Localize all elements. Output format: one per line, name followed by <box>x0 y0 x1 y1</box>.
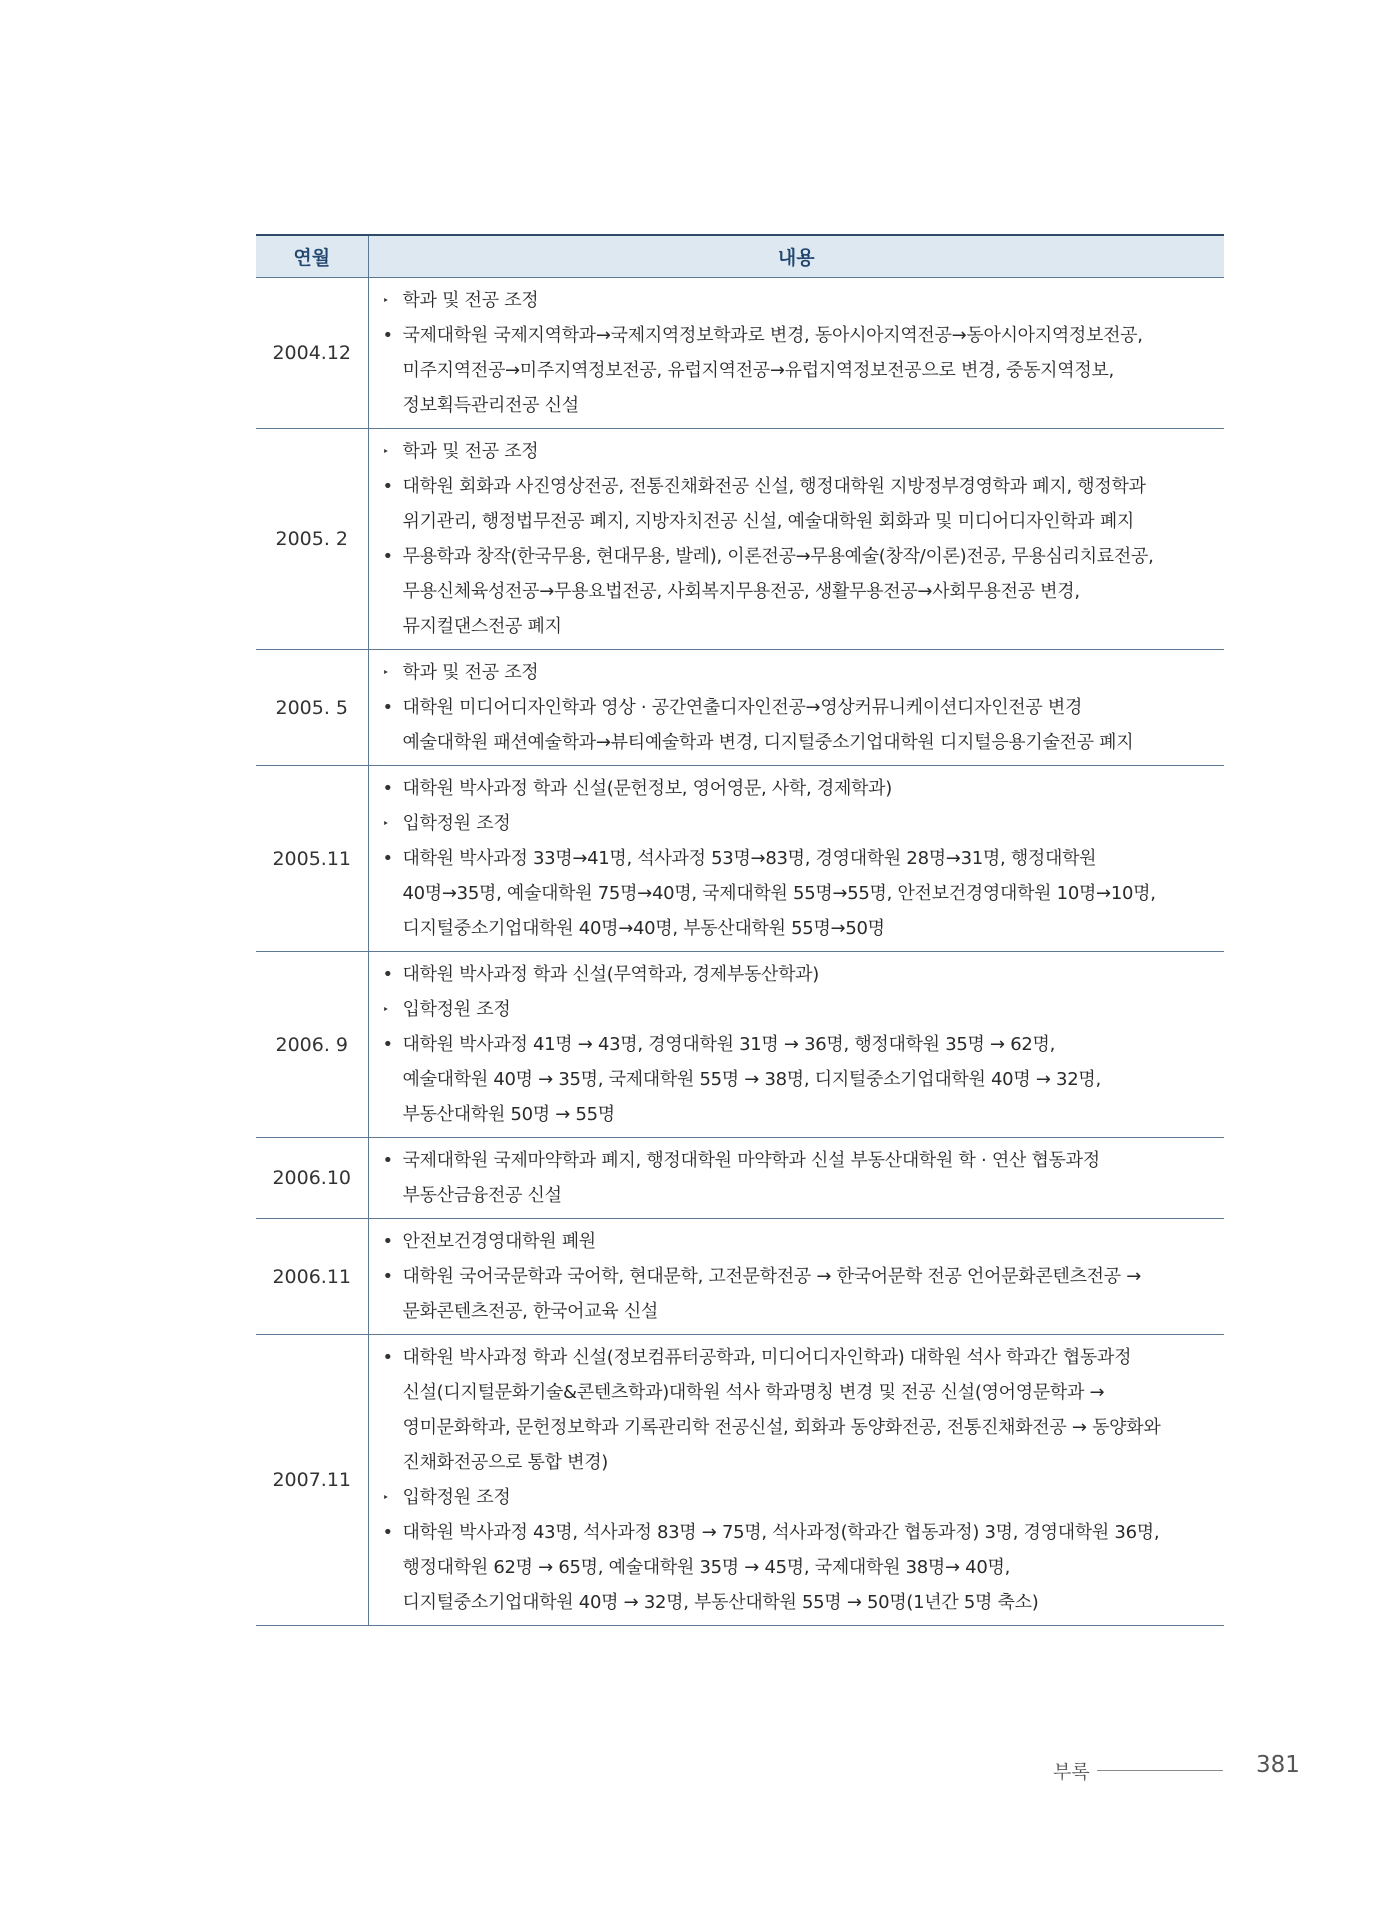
footer-section-label: 부록 <box>1053 1761 1090 1783</box>
dot-bullet-icon: • <box>382 325 393 346</box>
content-line <box>383 1097 1215 1132</box>
content-text: 대학원 박사과정 학과 신설(정보컴퓨터공학과, 미디어디자인학과) 대학원 석사 학과간 협동과정 <box>402 1347 1132 1368</box>
table-row <box>256 1219 1224 1335</box>
content-line <box>383 1550 1215 1585</box>
page-number: 381 <box>1256 1752 1300 1778</box>
content-text: 디지털중소기업대학원 40명→40명, 부동산대학원 55명→50명 <box>402 918 885 939</box>
content-line <box>383 1375 1215 1410</box>
content-line <box>383 806 1215 841</box>
triangle-bullet-icon: ‣ <box>382 445 389 458</box>
table-body <box>256 278 1224 1626</box>
dot-bullet-icon: • <box>382 476 393 497</box>
content-line <box>383 911 1215 946</box>
table-row <box>256 952 1224 1138</box>
content-text: 진채화전공으로 통합 변경) <box>402 1452 609 1473</box>
content-line <box>383 388 1215 423</box>
content-text: 국제대학원 국제마약학과 폐지, 행정대학원 마약학과 신설 부동산대학원 학 · 연산 협동과정 <box>402 1150 1100 1171</box>
row-content <box>368 766 1224 952</box>
content-text: 무용학과 창작(한국무용, 현대무용, 발레), 이론전공→무용예술(창작/이론)전공, 무용심리치료전공, <box>402 546 1154 567</box>
content-line <box>383 1294 1215 1329</box>
column-header-date: 연월 <box>256 235 368 278</box>
table-row <box>256 766 1224 952</box>
row-content <box>368 1335 1224 1626</box>
content-line <box>383 1585 1215 1620</box>
content-text: 부동산금융전공 신설 <box>402 1185 562 1206</box>
content-line <box>383 1143 1215 1178</box>
content-line <box>383 690 1215 725</box>
content-line <box>383 876 1215 911</box>
content-text: 안전보건경영대학원 폐원 <box>402 1231 596 1252</box>
content-line <box>383 574 1215 609</box>
content-line <box>383 957 1215 992</box>
row-content <box>368 1219 1224 1335</box>
content-text: 대학원 박사과정 학과 신설(문헌정보, 영어영문, 사학, 경제학과) <box>402 778 892 799</box>
dot-bullet-icon: • <box>382 848 393 869</box>
content-text: 국제대학원 국제지역학과→국제지역정보학과로 변경, 동아시아지역전공→동아시아지역정보전공, <box>402 325 1143 346</box>
content-text: 대학원 박사과정 43명, 석사과정 83명 → 75명, 석사과정(학과간 협동과정) 3명, 경영대학원 36명, <box>402 1522 1160 1543</box>
dot-bullet-icon: • <box>382 1347 393 1368</box>
table-row <box>256 650 1224 766</box>
content-line <box>383 1259 1215 1294</box>
content-text: 대학원 국어국문학과 국어학, 현대문학, 고전문학전공 → 한국어문학 전공 언어문화콘텐츠전공 → <box>402 1266 1142 1287</box>
content-line <box>383 771 1215 806</box>
row-date: 2006. 9 <box>256 952 368 1138</box>
column-header-content: 내용 <box>368 235 1224 278</box>
table-row <box>256 1335 1224 1626</box>
row-date: 2004.12 <box>256 278 368 429</box>
content-text: 대학원 미디어디자인학과 영상 · 공간연출디자인전공→영상커뮤니케이션디자인전공 변경 <box>402 697 1083 718</box>
dot-bullet-icon: • <box>382 1150 393 1171</box>
triangle-bullet-icon: ‣ <box>382 1491 389 1504</box>
content-text: 입학정원 조정 <box>402 999 511 1020</box>
content-line <box>383 1410 1215 1445</box>
content-text: 40명→35명, 예술대학원 75명→40명, 국제대학원 55명→55명, 안전보건경영대학원 10명→10명, <box>402 883 1156 904</box>
content-text: 학과 및 전공 조정 <box>402 290 539 311</box>
content-text: 예술대학원 40명 → 35명, 국제대학원 55명 → 38명, 디지털중소기업대학원 40명 → 32명, <box>402 1069 1101 1090</box>
dot-bullet-icon: • <box>382 546 393 567</box>
content-line <box>383 992 1215 1027</box>
content-text: 학과 및 전공 조정 <box>402 662 539 683</box>
content-text: 입학정원 조정 <box>402 1487 511 1508</box>
content-text: 대학원 박사과정 33명→41명, 석사과정 53명→83명, 경영대학원 28명→31명, 행정대학원 <box>402 848 1097 869</box>
content-text: 대학원 박사과정 학과 신설(무역학과, 경제부동산학과) <box>402 964 819 985</box>
content-line <box>383 841 1215 876</box>
content-line <box>383 725 1215 760</box>
dot-bullet-icon: • <box>382 1522 393 1543</box>
content-text: 디지털중소기업대학원 40명 → 32명, 부동산대학원 55명 → 50명(1년간 5명 축소) <box>402 1592 1039 1613</box>
content-line <box>383 609 1215 644</box>
row-content <box>368 952 1224 1138</box>
content-text: 뮤지컬댄스전공 폐지 <box>402 616 562 637</box>
content-line <box>383 469 1215 504</box>
dot-bullet-icon: • <box>382 1266 393 1287</box>
dot-bullet-icon: • <box>382 1034 393 1055</box>
dot-bullet-icon: • <box>382 964 393 985</box>
content-text: 신설(디지털문화기술&콘텐츠학과)대학원 석사 학과명칭 변경 및 전공 신설(영어영문학과 → <box>402 1382 1105 1403</box>
content-text: 미주지역전공→미주지역정보전공, 유럽지역전공→유럽지역정보전공으로 변경, 중동지역정보, <box>402 360 1114 381</box>
content-text: 부동산대학원 50명 → 55명 <box>402 1104 615 1125</box>
content-text: 예술대학원 패션예술학과→뷰티예술학과 변경, 디지털중소기업대학원 디지털응용기술전공 폐지 <box>402 732 1134 753</box>
row-date: 2005. 2 <box>256 429 368 650</box>
table-row <box>256 429 1224 650</box>
content-text: 행정대학원 62명 → 65명, 예술대학원 35명 → 45명, 국제대학원 38명→ 40명, <box>402 1557 1010 1578</box>
footer-divider <box>1097 1770 1223 1771</box>
content-text: 무용신체육성전공→무용요법전공, 사회복지무용전공, 생활무용전공→사회무용전공 변경, <box>402 581 1080 602</box>
dot-bullet-icon: • <box>382 1231 393 1252</box>
content-line <box>383 434 1215 469</box>
content-text: 영미문화학과, 문헌정보학과 기록관리학 전공신설, 회화과 동양화전공, 전통진채화전공 → 동양화와 <box>402 1417 1161 1438</box>
table-header-row <box>256 235 1224 278</box>
content-text: 문화콘텐츠전공, 한국어교육 신설 <box>402 1301 658 1322</box>
table-row <box>256 278 1224 429</box>
triangle-bullet-icon: ‣ <box>382 294 389 307</box>
triangle-bullet-icon: ‣ <box>382 1003 389 1016</box>
content-line <box>383 1480 1215 1515</box>
row-content <box>368 278 1224 429</box>
content-text: 대학원 박사과정 41명 → 43명, 경영대학원 31명 → 36명, 행정대학원 35명 → 62명, <box>402 1034 1056 1055</box>
content-line <box>383 318 1215 353</box>
content-line <box>383 1062 1215 1097</box>
table-row <box>256 1138 1224 1219</box>
content-line <box>383 539 1215 574</box>
content-text: 학과 및 전공 조정 <box>402 441 539 462</box>
row-date: 2006.10 <box>256 1138 368 1219</box>
content-line <box>383 1445 1215 1480</box>
content-line <box>383 655 1215 690</box>
content-text: 대학원 회화과 사진영상전공, 전통진채화전공 신설, 행정대학원 지방정부경영학과 폐지, 행정학과 <box>402 476 1146 497</box>
content-line <box>383 504 1215 539</box>
triangle-bullet-icon: ‣ <box>382 666 389 679</box>
content-line <box>383 1178 1215 1213</box>
content-text: 위기관리, 행정법무전공 폐지, 지방자치전공 신설, 예술대학원 회화과 및 미디어디자인학과 폐지 <box>402 511 1134 532</box>
content-line <box>383 283 1215 318</box>
row-date: 2006.11 <box>256 1219 368 1335</box>
content-line <box>383 1224 1215 1259</box>
content-line <box>383 1340 1215 1375</box>
content-text: 정보획득관리전공 신설 <box>402 395 579 416</box>
row-content <box>368 429 1224 650</box>
row-content <box>368 650 1224 766</box>
dot-bullet-icon: • <box>382 778 393 799</box>
row-date: 2005.11 <box>256 766 368 952</box>
row-date: 2005. 5 <box>256 650 368 766</box>
content-text: 입학정원 조정 <box>402 813 511 834</box>
history-table <box>256 234 1224 1626</box>
content-line <box>383 1515 1215 1550</box>
dot-bullet-icon: • <box>382 697 393 718</box>
content-line <box>383 353 1215 388</box>
row-content <box>368 1138 1224 1219</box>
row-date: 2007.11 <box>256 1335 368 1626</box>
content-line <box>383 1027 1215 1062</box>
triangle-bullet-icon: ‣ <box>382 817 389 830</box>
